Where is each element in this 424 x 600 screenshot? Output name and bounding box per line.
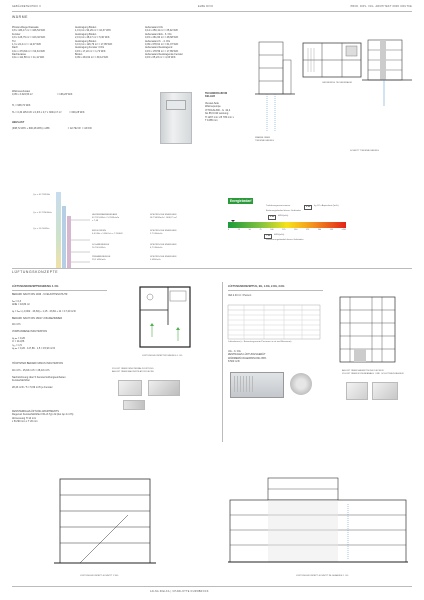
lueftung-mid-caption: ZULUFT ÜBER FENSTERFALZLÜFTUNG ABLUFT ÜBER BADVENTILATOR DECKE (112, 368, 154, 373)
table-caption: Luftvolumen (= Bewertungswerte-Personen in ort und Büroraum) (228, 341, 292, 343)
energy-scale-bar (228, 222, 348, 228)
ceiling-panel-image (346, 382, 368, 400)
energy-scale-labels (228, 229, 346, 232)
diagram-q2: Qₒₕ = 32.735kWh/a (33, 212, 52, 214)
scale-tick: 175 (306, 229, 310, 231)
energy-end-value: 6,88 (270, 216, 275, 218)
lueftung-left-text3: FENSTERFALZLÜFTUNG APARTMENTS Regel-air Fensterfalzlüfter FFL/A Typ 2d (bei ∆p 4 m³/h) Abmessung H 14 mm x B 290 mm x T 20 mm (12, 410, 74, 424)
waerme-col1: Pfosten-Riegel Fassade 0,8 x 433,17 m² = 346,54 W/K Fenster 0,9 x 126,79 m² = 103,32 W/K Tür 1,3 x 24,4 m² = 12,07 W/K Dach 0,11 x 473,84 m² = 64,34 W/K Dachterasse 0,11 x 111,58 m² = 11,11 W/K (12, 26, 46, 60)
waerme-ht: Hₜ = 938,72 W/K (12, 104, 31, 107)
diagram-q3: Qₒₕ = 16.7kWh/a (33, 228, 50, 230)
header-rule (12, 11, 412, 12)
section-title-lueftung: LÜFTUNGSKONZEPTE (12, 270, 59, 274)
heizlast-title: HEIZLAST (12, 121, 25, 124)
waerme-col2: Auskragung Boden 1,0 0,11 x 94,29 m² = 10,37 W/K Auskragung Boden 2,0 0,11 x 48,17 m² = 5,30 W/K Auskragung Boden 3,0 0,11 x 126,79 m² = 17,95 W/K Auskragung Fenster 3 OG 0,15 x 17,22 m² = 1,72 W/K Boden 0,09 x 434,62 m² = 39,12 W/K (75, 26, 113, 60)
lueftung-left-text1: BEDARF NACH DIN 1946 - 6 FEUCHTESCHUTZ fₕₙ = 0,3 ANE = 43,84 m² qᵥ = fₕₙ x (-0,002 · 43,84) + 1,15 · 43,84 + 11 = 17,20 m³/h BEDARF NACH DIN 18017-3 BADEZIMMER 40 m³/h VORHANDENE INFILTRATION qᵥ,ᵢₙₑ = 0,26 Vₗ = 111,86 n₅₀ = 1,5 qᵥ,ᵢₙₑ = 0,26 · 117,86 · 1,5 = 15,93 m³/h (12, 293, 77, 350)
energy-co2-label: Treibhausgasemissionen (266, 205, 291, 207)
header-center: ELBE DIVO (198, 5, 214, 8)
ventilation-unit-grid (234, 376, 254, 392)
energy-prim-label: Primärenergiebedarf dieses Gebäudes (266, 239, 304, 241)
energy-prim-unit: kWh/(m²a) (274, 234, 285, 236)
ventilation-table (228, 305, 320, 339)
scale-tick: ≥250 (341, 229, 346, 231)
energy-certificate (228, 198, 348, 256)
waerme-col3: Außenwand UG 0,14 x 250,11 m² = 35,02 W/K Außenwand EG - 3. OG 0,15 x 261,60 m² = 48,68 W/K Außenwand 3. - 4. OG 0,09 x 678,61 m² = 61,07 W/K Außenwand Auskragend 0,15 x 178,59 m² = 17,89 W/K Außenwand Auskragende Fenster 0,15 x 65,23 m² = 4,33 W/K (145, 26, 183, 60)
scale-tick: 225 (329, 229, 333, 231)
waerme-section-drawing (255, 40, 295, 135)
scale-tick: 125 (282, 229, 286, 231)
scale-tick: 25 (237, 229, 240, 231)
diagram-q1: Qₒₕ = 42.792kWh (33, 194, 50, 196)
floor-vent-image (372, 382, 398, 400)
diagram-s4: SPEZIFISCHE ENERGIEN 0 kWh/m²a (150, 256, 177, 261)
energy-co2-unit: kg CO₂-Äquivalent /(m²a) (314, 205, 339, 207)
scale-tick: 150 (294, 229, 298, 231)
section-drawing-right (228, 470, 408, 568)
tiefenbohrung-caption: SCHNITT TIEFENBOHRUNG (350, 150, 379, 152)
diagram-s1: SPEZIFISCHE ENERGIEN JE TSKW/m²a / 1008,71 m² (150, 214, 177, 219)
header-left: GEBÄUDETECHNIK II (12, 5, 42, 8)
scale-tick: 100 (270, 229, 274, 231)
lueftung-right-sub: IDA 2 40 m³ / Person (228, 294, 252, 297)
section-drawing-left (40, 475, 170, 567)
diagram-b1: HEIZERWÄRMEBEDARF 42.792 kWh/a / 5.7kWh/m²a = 7,48 (92, 214, 120, 222)
footer-names: JALNA ZIELKA | CHARLOTTE DURNBROCK (150, 590, 209, 593)
diffuser-image (290, 373, 312, 395)
window-vent-photo-2 (148, 380, 180, 396)
lueftung-right-text: UG - 3. OG ZENTRALES LÜFTUNGSGERÄT WÄRMERÜCKGEWINNUNG 95% 8.500 m³/h (228, 350, 267, 364)
apartment-plan (138, 285, 193, 350)
energy-end-label: Endenergiebedarf dieses Gebäudes (266, 210, 302, 212)
apartment-plan-caption: LÜFTUNGSKONZEPTWOHNUNG 4. OG (142, 355, 183, 357)
lueftung-left-text2: HÖCHSTER BEDARF MINUS INFILTRATION 40 m³/h - 15,93 m³/h = 28,43 m³/h Nachströmung über 5 Fenster/Lüftungseinheiten Fensterfalzlüfter 28,43 m³/h / 5 = 5,69 m³/h je Fenster (12, 362, 66, 389)
technikraum-plan (302, 42, 362, 80)
section-title-waerme: WÄRME (12, 15, 28, 19)
diagram-b3: SOLARENERGIE 16.700 kWh/a (92, 244, 110, 249)
window-vent-photo-3 (123, 400, 145, 410)
tech-text: Viessel-Sole Wärmepumpe VITOCAL300 - G 42,4 bis 85,6 kW Leistung H 1267 mm x B 780 mm x T 1085 mm (205, 102, 234, 122)
diagram-s3: SPEZIFISCHE ENERGIEN 4,7 kWh/m²a (150, 244, 177, 249)
lueftung-left-title: LÜFTUNGSKONZEPTWOHNUNG 4. OG (12, 285, 59, 288)
section-caption-left: LÜFTUNGSKONZEPT-SCHNITT 1 WG (80, 575, 119, 577)
lueftung-right-rule (228, 290, 323, 291)
technikraum-plan-caption: GRUNDRISS TECHNIKRAUM (322, 82, 352, 84)
section-rule-lueftung (12, 268, 412, 269)
scale-tick: 200 (317, 229, 322, 231)
window-vent-photo-1 (118, 380, 142, 396)
tech-title: TECHNIKRAUM IM KELLER (205, 92, 228, 99)
energy-co2-value: 6,88 (306, 206, 311, 208)
footer-rule (12, 586, 412, 587)
scale-tick: 50 (248, 229, 251, 231)
energy-title: Energiebedarf (230, 198, 252, 203)
scale-tick: 75 (259, 229, 262, 231)
section-caption-right: LÜFTUNGSKONZEPT-SCHNITT IM GEBÄUDE 1 OG (296, 575, 349, 577)
diagram-s2: SPEZIFISCHE ENERGIEN 2.7 kWh/m²a (150, 230, 177, 235)
waerme-verlust: Wärmeverlusten 0,05 x 3.324,53 m³ = 166,26 W/K (12, 90, 73, 97)
diagram-b4: PRIMÄRENERGIE 29,2 kWh/m²a (92, 256, 111, 261)
energy-prim-value: 7,48 (266, 235, 271, 237)
heizlast-text: (938,72 W/K + 600,28 W/K) x 28K = 42.792 W = 43 KW (12, 127, 92, 130)
diagram-b2: ERDSONDEN 4,0 kWh x 1.800 h/a = 7.200kW (92, 230, 123, 235)
lueftung-left-rule (12, 290, 107, 291)
lueftung-column-divider (222, 282, 223, 442)
header-right: PROF. DIPL. ING. ARCHITEKT DIRK KRUTKE (350, 5, 412, 8)
building-section-lueftung (330, 295, 415, 365)
scale-tick: 0 (228, 229, 230, 231)
abluft-caption: ABLUFT ÜBER MAGNETISCHE DECKEN ZULUFT ÜBER BODENKANÄLE UND SCHLITZAUSLÄSSEN (342, 370, 404, 375)
energy-end-unit: kWh/(m²a) (278, 215, 289, 217)
waerme-hv: Hᵥ = 0,34 Wh/m³K x 0,6/h x 0,7 x 3004,17 m³ = 600,28 W/K (12, 111, 85, 114)
lueftung-right-title: LÜFTUNGSKONZEPTUG, EG, 1.OG, 2.OG, 3.OG (228, 285, 285, 288)
heat-pump-panel (166, 100, 186, 110)
tiefenbohrung-section (362, 38, 412, 108)
waerme-section-caption: WÄRME ÜBER TIEFENBOHRUNG (255, 137, 274, 142)
